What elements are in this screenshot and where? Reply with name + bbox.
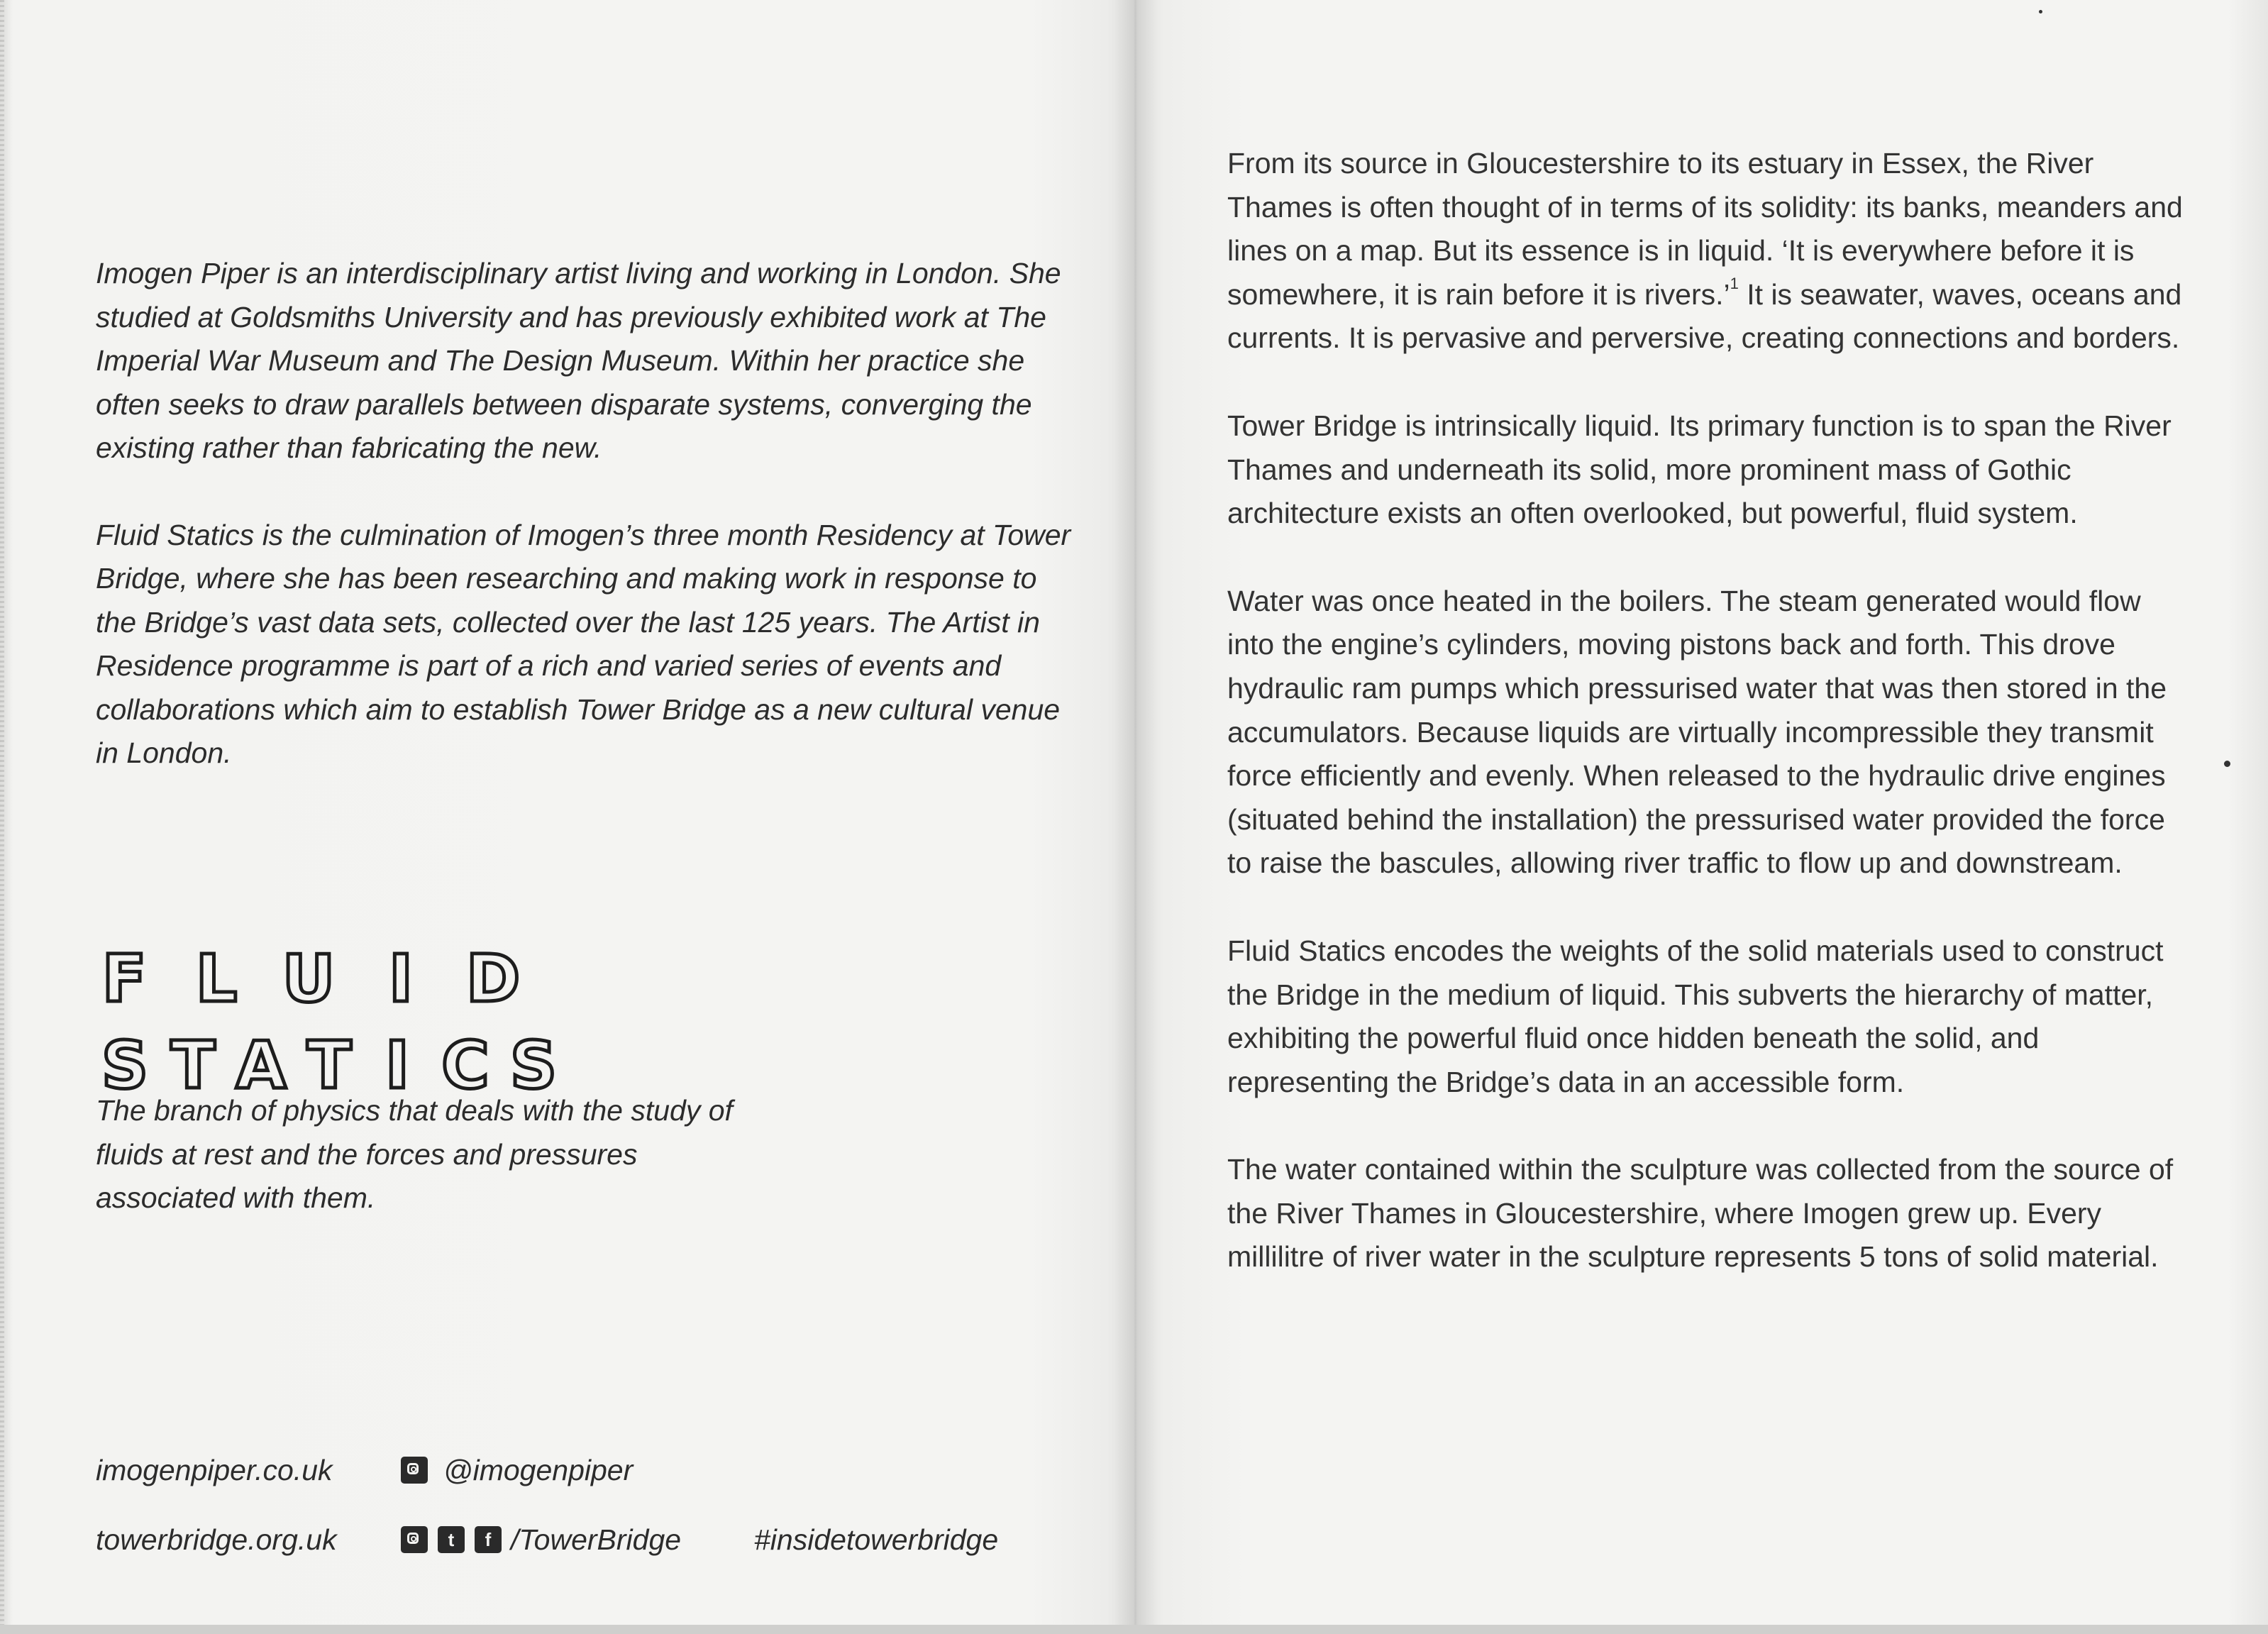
print-speck (2039, 10, 2042, 13)
logo-letter: I (385, 1027, 410, 1103)
artist-website-link[interactable]: imogenpiper.co.uk (96, 1454, 333, 1486)
left-page (0, 0, 1135, 1625)
hashtag[interactable]: #insidetowerbridge (754, 1523, 999, 1556)
logo-letter: I (388, 941, 414, 1017)
bio-paragraph: Fluid Statics is the culmination of Imogen’s three month Residency at Tower Bridge, where she has been researching and making work in response to the Bridge’s vast data sets, collected over the last 125 years. The Artist in Residence programme is part of a rich and varied series of events and collaborations which aim to establish Tower Bridge as a new cultural venue in London. (96, 518, 1071, 769)
essay-paragraph (1227, 142, 2192, 360)
print-speck (2224, 761, 2230, 767)
logo-letter: T (306, 1027, 352, 1103)
logo-line-fluid (96, 940, 563, 1018)
artist-bio (96, 252, 1075, 819)
definition-text: The branch of physics that deals with the study of fluids at rest and the forces and pressures associated with them. (96, 1094, 733, 1214)
footnote-marker: 1 (1730, 274, 1739, 292)
logo-letter: F (101, 941, 147, 1017)
logo-letter: S (509, 1027, 558, 1103)
page-bottom-edge (0, 1625, 2268, 1634)
logo-letter: D (465, 941, 521, 1017)
logo-letter: S (101, 1027, 149, 1103)
bridge-social-handle[interactable]: /TowerBridge (511, 1523, 682, 1556)
bridge-website-link[interactable]: towerbridge.org.uk (96, 1523, 337, 1556)
instagram-icon[interactable] (401, 1526, 428, 1553)
twitter-icon[interactable]: t (438, 1526, 465, 1553)
essay-paragraph: Water was once heated in the boilers. The steam generated would flow into the engine’s cylinders, moving pistons back and forth. This drove hydraulic ram pumps which pressurised water that was then stored in the accumulators. Because liquids are virtually incompressible they transmit force efficiently and evenly. When released to the hydraulic drive engines (situated behind the installation) the pressurised water provided the force to raise the bascules, allowing river traffic to flow up and downstream. (1227, 584, 2167, 880)
logo-letter: A (236, 1027, 287, 1103)
fluid-statics-logo (96, 940, 563, 1105)
essay-paragraph: Tower Bridge is intrinsically liquid. Its primary function is to span the River Thames and underneath its solid, more prominent mass of Gothic architecture exists an often overlooked, but powerful, fluid system. (1227, 409, 2172, 530)
essay-paragraph: The water contained within the sculpture was collected from the source of the River Thames in Gloucestershire, where Imogen grew up. Every millilitre of river water in the sculpture represents 5 tons of solid material. (1227, 1153, 2174, 1274)
instagram-icon[interactable] (401, 1457, 428, 1484)
bio-paragraph: Imogen Piper is an interdisciplinary artist living and working in London. She studied at Goldsmiths University and has previously exhibited work at The Imperial War Museum and The Design Museum. Within her practice she often seeks to draw parallels between disparate systems, converging the existing rather than fabricating the new. (96, 257, 1061, 464)
logo-letter: U (282, 941, 336, 1017)
facebook-icon[interactable]: f (475, 1526, 502, 1553)
scan-edge (0, 0, 4, 1625)
essay-text (1227, 142, 2192, 1323)
logo-letter: L (195, 941, 238, 1017)
essay-paragraph-part: It is seawater, waves, oceans and currents. It is pervasive and perversive, creating connections and borders. (1227, 277, 2182, 355)
logo-letter: T (170, 1027, 216, 1103)
essay-paragraph-part: From its source in Gloucestershire to its estuary in Essex, the River Thames is often thought of in terms of its solidity: its banks, meanders and lines on a map. But its essence is in liquid. ‘It is everywhere before it is somewhere, it is rain before it is rivers.’ (1227, 147, 2183, 311)
logo-letter: C (441, 1027, 489, 1103)
gutter-shadow (1114, 0, 1156, 1625)
essay-paragraph: Fluid Statics encodes the weights of the solid materials used to construct the Bridge in the medium of liquid. This subverts the hierarchy of matter, exhibiting the powerful fluid once hidden beneath the solid, and representing the Bridge’s data in an accessible form. (1227, 934, 2164, 1098)
artist-instagram-handle[interactable]: @imogenpiper (443, 1454, 634, 1486)
